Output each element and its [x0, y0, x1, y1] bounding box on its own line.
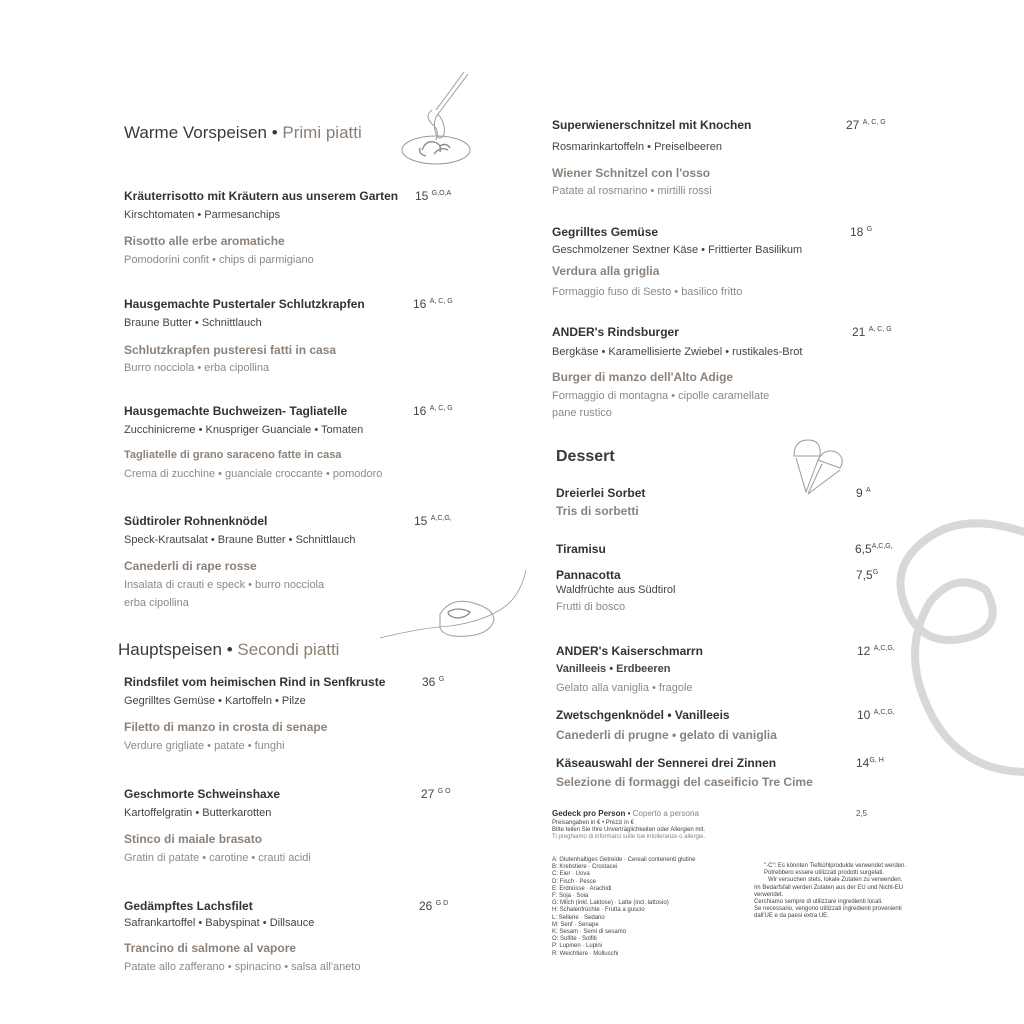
- frozen-note-line: verwendet.: [754, 891, 784, 898]
- dish-name-italian: Canederli di prugne • gelato di vaniglia: [556, 728, 777, 742]
- dish-name-italian: Risotto alle erbe aromatiche: [124, 234, 285, 248]
- frozen-note-line: dall'UE e da paesi extra UE.: [754, 913, 829, 920]
- dish-price: $7,5^G$: [856, 568, 879, 582]
- dish-description: Kirschtomaten • Parmesanchips: [124, 209, 281, 221]
- dish-name: Hausgemachte Pustertaler Schlutzkrapfen: [124, 297, 365, 311]
- dish-description: Kartoffelgratin • Butterkarotten: [124, 807, 272, 819]
- dish-name: Superwienerschnitzel mit Knochen: [552, 118, 752, 132]
- allergen-line: C: Eier · Uova: [552, 871, 590, 878]
- note-line: Preisangaben in € • Prezzi in €: [552, 820, 634, 826]
- dish-name: Hausgemachte Buchweizen- Tagliatelle: [124, 404, 348, 418]
- dish-name: Gedämpftes Lachsfilet: [124, 899, 253, 913]
- dish-price: 12 $^{A,C,G,}$: [857, 644, 895, 658]
- dish-name-italian: Schlutzkrapfen pusteresi fatti in casa: [124, 343, 337, 357]
- allergen-line: A: Glutenhaltiges Getreide · Cereali contenenti glutine: [552, 857, 696, 863]
- section-title-dessert: Dessert: [556, 448, 615, 465]
- dish-name-italian: Filetto di manzo in crosta di senape: [124, 720, 328, 734]
- allergen-line: B: Krebstiere · Crostacei: [552, 864, 618, 871]
- frozen-products-note: [754, 863, 906, 921]
- dish-name-italian: Trancino di salmone al vapore: [124, 941, 297, 955]
- note-line: Ti preghiamo di informarci sulle tue intolleranze o allergie.: [552, 834, 706, 841]
- dish-name-italian: Selezione di formaggi del caseificio Tre Cime: [556, 775, 813, 789]
- allergen-line: L: Sellerie · Sedano: [552, 914, 605, 921]
- frozen-note-line: Potrebbero essere utilizzati prodotti surgelati.: [764, 870, 885, 877]
- dish-price: 15 $^{G,O,A}$: [415, 189, 452, 203]
- dish-name: Gegrilltes Gemüse: [552, 225, 659, 239]
- dish-name: Tiramisu: [556, 542, 606, 556]
- dish-name: Dreierlei Sorbet: [556, 486, 646, 500]
- dish-description: Braune Butter • Schnittlauch: [124, 317, 262, 329]
- dish-price: 15 $^{A,C,G,}$: [414, 514, 452, 528]
- dish-name: Rindsfilet vom heimischen Rind in Senfkruste: [124, 675, 386, 689]
- frozen-note-line: Cerchiamo sempre di utilizzare ingredienti locali.: [754, 899, 883, 906]
- frozen-note-line: Wir versuchen stets, lokale Zutaten zu verwenden.: [768, 877, 903, 884]
- allergen-line: M: Senf · Senape: [552, 921, 599, 928]
- frozen-note-line: "-C": Es könnten Tiefkühlprodukte verwendet werden.: [764, 863, 907, 869]
- dish-description-italian: Insalata di crauti e speck • burro nocciola: [124, 579, 325, 591]
- dish-name-italian: Wiener Schnitzel con l'osso: [552, 166, 711, 180]
- section-title-warm: Warme Vorspeisen • Primi piatti: [124, 123, 362, 142]
- steak-line-illustration-icon: [378, 564, 530, 644]
- dish-description-italian: Formaggio di montagna • cipolle caramellate: [552, 390, 770, 402]
- dish-description-italian: Gelato alla vaniglia • fragole: [556, 682, 693, 694]
- allergen-line: P: Lupinen · Lupini: [552, 943, 603, 950]
- dish-description: Zucchinicreme • Knuspriger Guanciale • Tomaten: [124, 424, 364, 436]
- decorative-swirl-icon: [880, 520, 1024, 800]
- allergen-line: R: Weichtiere · Molluschi: [552, 950, 619, 957]
- dish-name: Südtiroler Rohnenknödel: [124, 514, 268, 528]
- allergen-line: H: Schalenfrüchte · Frutta a guscio: [552, 907, 645, 914]
- dish-name-italian: Tris di sorbetti: [556, 504, 639, 518]
- dish-name: Pannacotta: [556, 568, 621, 582]
- dish-name: Zwetschgenknödel • Vanilleeis: [556, 708, 730, 722]
- dish-price: 16 $^{A, C, G}$: [413, 404, 453, 418]
- note-line: Bitte teilen Sie Ihre Unverträglichkeiten oder Allergien mit.: [552, 827, 706, 834]
- dish-description-italian-cont: erba cipollina: [124, 597, 189, 609]
- dish-description-italian: Frutti di bosco: [556, 601, 626, 613]
- allergen-line: K: Sesam · Semi di sesamo: [552, 929, 627, 936]
- dish-name-italian: Verdura alla griglia: [552, 264, 660, 278]
- dish-price: 18 $^G$: [850, 225, 873, 239]
- allergen-line: E: Erdnüsse · Arachidi: [552, 885, 612, 892]
- dish-description-italian-cont: pane rustico: [552, 407, 612, 419]
- dish-name: ANDER's Kaiserschmarrn: [556, 644, 703, 658]
- dish-name-italian: Tagliatelle di grano saraceno fatte in casa: [124, 449, 342, 461]
- dish-description-italian: Crema di zucchine • guanciale croccante • pomodoro: [124, 468, 383, 480]
- dish-description-italian: Patate allo zafferano • spinacino • salsa all'aneto: [124, 961, 361, 973]
- cover-charge-price: 2,5: [856, 809, 868, 818]
- dish-description-italian: Verdure grigliate • patate • funghi: [124, 740, 285, 752]
- allergen-line: F: Soja · Soia: [552, 893, 589, 900]
- dish-name-italian: Burger di manzo dell'Alto Adige: [552, 370, 734, 384]
- dish-description: Vanilleeis • Erdbeeren: [556, 663, 671, 675]
- dish-description-italian: Patate al rosmarino • mirtilli rossi: [552, 185, 712, 197]
- allergen-line: D: Fisch · Pesce: [552, 878, 597, 885]
- dish-name: ANDER's Rindsburger: [552, 325, 679, 339]
- dish-description: Geschmolzener Sextner Käse • Frittierter Basilikum: [552, 244, 803, 256]
- section-title-haupt: Hauptspeisen • Secondi piatti: [118, 640, 340, 659]
- cover-charge: Gedeck pro Person • Coperto a persona: [552, 809, 699, 818]
- notes: [552, 820, 705, 842]
- dish-description: Speck-Krautsalat • Braune Butter • Schnittlauch: [124, 534, 356, 546]
- dish-price: 27 $^{G O}$: [421, 787, 451, 801]
- frozen-note-line: Im Bedarfsfall werden Zutaten aus der EU und Nicht-EU: [754, 884, 904, 891]
- dish-price: 9 $^A$: [856, 486, 871, 500]
- dish-name-italian: Canederli di rape rosse: [124, 559, 257, 573]
- dish-description: Gegrilltes Gemüse • Kartoffeln • Pilze: [124, 695, 306, 707]
- dish-price: 10 $^{A,C,G,}$: [857, 708, 895, 722]
- dish-price: 27 $^{A, C, G}$: [846, 118, 886, 132]
- allergen-line: O: Sulfite · Solfiti: [552, 936, 597, 943]
- dish-price: 21 $^{A, C, G}$: [852, 325, 892, 339]
- dish-name: Kräuterrisotto mit Kräutern aus unserem Garten: [124, 189, 399, 203]
- dish-price: $14^{G, H}$: [856, 756, 884, 770]
- dish-description: Bergkäse • Karamellisierte Zwiebel • rustikales-Brot: [552, 346, 803, 358]
- dish-description-italian: Gratin di patate • carotine • crauti acidi: [124, 852, 311, 864]
- dish-description-italian: Pomodorini confit • chips di parmigiano: [124, 254, 314, 266]
- dish-price: 36 $^G$: [422, 675, 445, 689]
- allergen-line: G: Milch (inkl. Laktose) · Latte (incl. lattosio): [552, 900, 669, 907]
- ice-cream-cones-illustration-icon: [788, 434, 848, 498]
- allergen-legend: [552, 857, 695, 958]
- pasta-fork-illustration-icon: [398, 70, 478, 170]
- dish-price: 16 $^{A, C, G}$: [413, 297, 453, 311]
- dish-description-italian: Burro nocciola • erba cipollina: [124, 362, 270, 374]
- dish-name: Käseauswahl der Sennerei drei Zinnen: [556, 756, 777, 770]
- dish-description: Safrankartoffel • Babyspinat • Dillsauce: [124, 917, 315, 929]
- dish-description: Waldfrüchte aus Südtirol: [556, 584, 676, 596]
- dish-name: Geschmorte Schweinshaxe: [124, 787, 281, 801]
- dish-price: 26 $^{G D}$: [419, 899, 449, 913]
- dish-price: $6,5^{A,C,G,}$: [855, 542, 893, 556]
- dish-name-italian: Stinco di maiale brasato: [124, 832, 263, 846]
- dish-description: Rosmarinkartoffeln • Preiselbeeren: [552, 141, 722, 153]
- frozen-note-line: Se necessario, vengono utilizzati ingredienti provenienti: [754, 906, 902, 913]
- dish-description-italian: Formaggio fuso di Sesto • basilico fritto: [552, 286, 743, 298]
